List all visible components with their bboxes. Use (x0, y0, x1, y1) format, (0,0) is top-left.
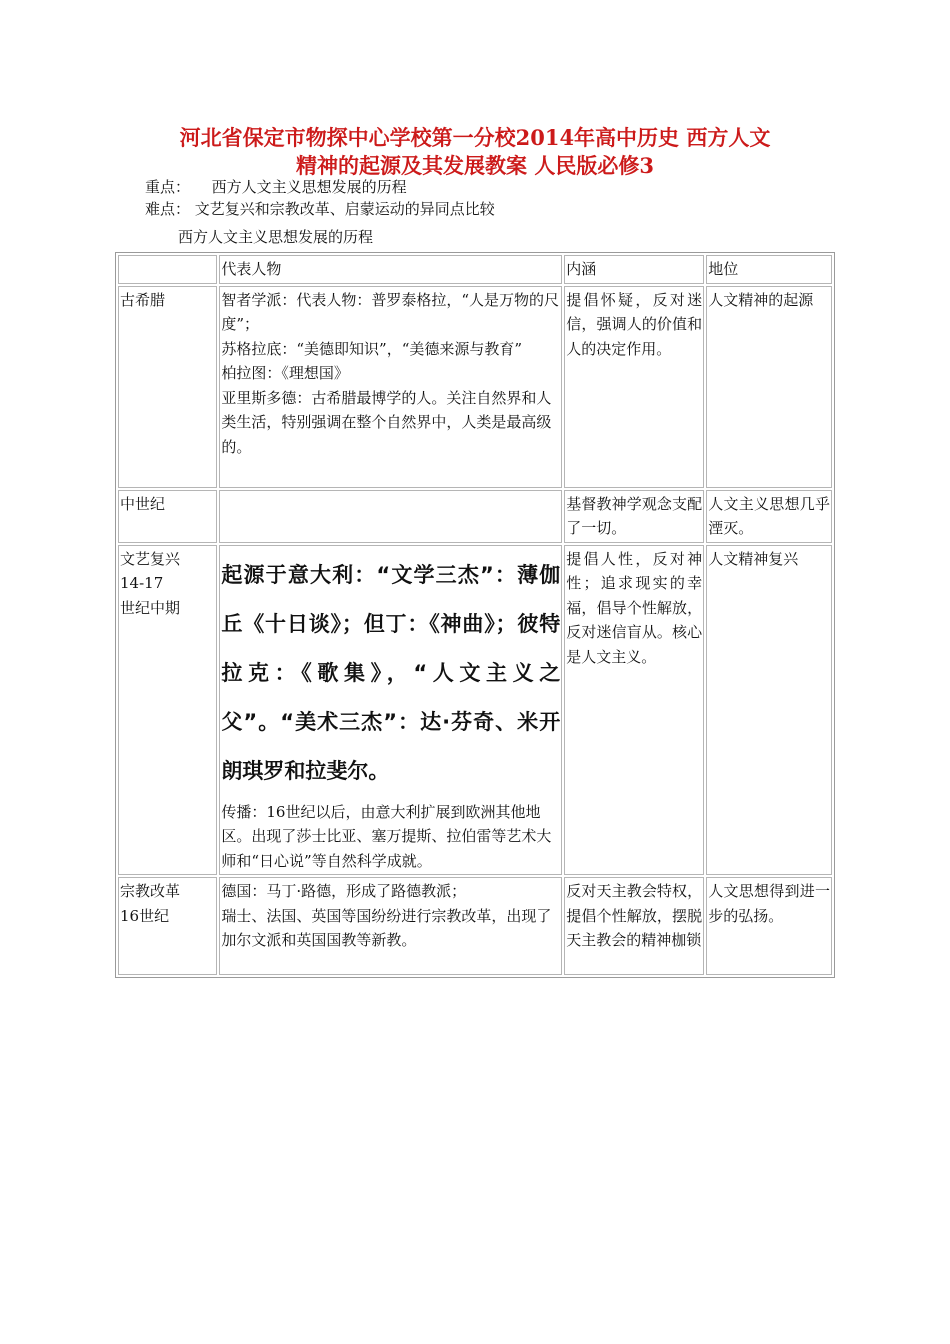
connotation-cell: 基督教神学观念支配了一切。 (564, 490, 704, 543)
figures-text: 德国：马丁·路德，形成了路德教派； (221, 882, 467, 900)
status-cell: 人文思想得到进一步的弘扬。 (706, 877, 832, 975)
focus-line (145, 177, 407, 197)
period-cell: 中世纪 (118, 490, 217, 543)
title-line-2: 精神的起源及其发展教案 人民版必修3 (296, 153, 654, 178)
history-table (115, 252, 835, 978)
period-name: 宗教改革 (120, 882, 181, 900)
figures-text: 瑞士、法国、英国等国纷纷进行宗教改革，出现了加尔文派和英国国教等新教。 (221, 906, 552, 949)
table-row (118, 877, 832, 975)
header-cell-figures: 代表人物 (219, 255, 562, 284)
header-cell-status: 地位 (706, 255, 832, 284)
figures-cell (219, 286, 562, 488)
status-cell: 人文精神复兴 (706, 545, 832, 876)
figures-text: 亚里斯多德：古希腊最博学的人。关注自然界和人类生活，特别强调在整个自然界中，人类是最高级的。 (221, 388, 552, 456)
figures-text: 智者学派：代表人物：普罗泰格拉，“人是万物的尺度”； (221, 290, 560, 333)
figures-text: 传播：16世纪以后，由意大利扩展到欧洲其他地区。出现了莎士比亚、塞万提斯、拉伯雷等艺术大师和“日心说”等自然科学成就。 (221, 802, 552, 870)
period-cell (118, 877, 217, 975)
table-caption: 西方人文主义思想发展的历程 (178, 228, 374, 246)
status-cell: 人文精神的起源 (706, 286, 832, 488)
table-row (118, 286, 832, 488)
figures-highlight: 起源于意大利：“文学三杰”：薄伽丘《十日谈》；但丁：《神曲》；彼特拉克：《歌集》，“人文主义之父”。“美术三杰”：达·芬奇、米开朗琪罗和拉斐尔。 (221, 562, 561, 783)
connotation-cell: 提倡怀疑，反对迷信，强调人的价值和人的决定作用。 (564, 286, 704, 488)
period-years: 16世纪 (120, 906, 170, 925)
figures-cell (219, 877, 562, 975)
figures-cell (219, 545, 562, 876)
figures-text: 柏拉图：《理想国》 (221, 364, 349, 382)
period-years: 14-17 (120, 574, 164, 592)
table-header-row (118, 255, 832, 284)
table-row (118, 545, 832, 876)
period-cell: 古希腊 (118, 286, 217, 488)
connotation-cell: 提倡人性，反对神性；追求现实的幸福，倡导个性解放，反对迷信盲从。核心是人文主义。 (564, 545, 704, 876)
table-row (118, 490, 832, 543)
difficulty-label: 难点： (145, 200, 191, 218)
status-cell: 人文主义思想几乎湮灭。 (706, 490, 832, 543)
period-name: 文艺复兴 (120, 549, 181, 568)
connotation-cell: 反对天主教会特权，提倡个性解放，摆脱天主教会的精神枷锁 (564, 877, 704, 975)
header-cell-connotation: 内涵 (564, 255, 704, 284)
figures-text: 苏格拉底：“美德即知识”，“美德来源与教育” (221, 339, 523, 358)
difficulty-line (145, 199, 495, 219)
focus-label: 重点： (145, 178, 191, 196)
period-years-suffix: 世纪中期 (120, 598, 181, 617)
difficulty-text: 文艺复兴和宗教改革、启蒙运动的异同点比较 (194, 200, 495, 218)
figures-cell (219, 490, 562, 543)
header-cell-blank (118, 255, 217, 284)
focus-text: 西方人文主义思想发展的历程 (211, 178, 407, 196)
document-title (120, 124, 830, 180)
title-line-1: 河北省保定市物探中心学校第一分校2014年高中历史 西方人文 (179, 125, 771, 150)
period-cell (118, 545, 217, 876)
